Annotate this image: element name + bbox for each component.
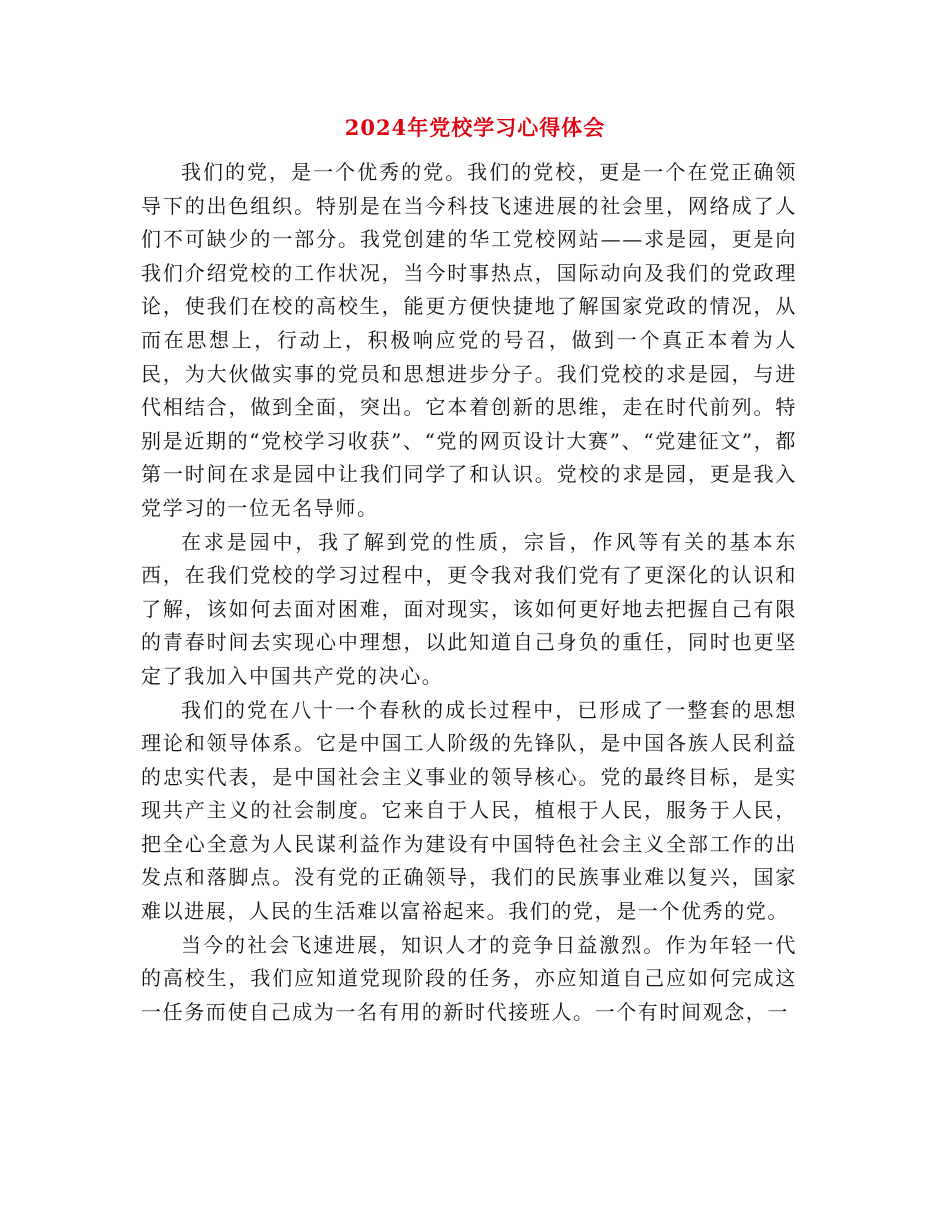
document-body xyxy=(141,156,797,1029)
document-title: 2024年党校学习心得体会 xyxy=(344,115,606,140)
paragraph-4: 当今的社会飞速进展，知识人才的竞争日益激烈。作为年轻一代的高校生，我们应知道党现阶段的任务，亦应知道自己应如何完成这一任务而使自己成为一名有用的新时代接班人。一个有时间观念，一 xyxy=(141,932,797,1024)
paragraph-2: 在求是园中，我了解到党的性质，宗旨，作风等有关的基本东西，在我们党校的学习过程中，更令我对我们党有了更深化的认识和了解，该如何去面对困难，面对现实，该如何更好地去把握自己有限的青春时间去实现心中理想，以此知道自己身负的重任，同时也更坚定了我加入中国共产党的决心。 xyxy=(141,529,797,688)
paragraph-3: 我们的党在八十一个春秋的成长过程中，已形成了一整套的思想理论和领导体系。它是中国工人阶级的先锋队，是中国各族人民利益的忠实代表，是中国社会主义事业的领导核心。党的最终目标，是实现共产主义的社会制度。它来自于人民，植根于人民，服务于人民，把全心全意为人民谋利益作为建设有中国特色社会主义全部工作的出发点和落脚点。没有党的正确领导，我们的民族事业难以复兴，国家难以进展，人民的生活难以富裕起来。我们的党，是一个优秀的党。 xyxy=(141,697,797,924)
paragraph-1: 我们的党，是一个优秀的党。我们的党校，更是一个在党正确领导下的出色组织。特别是在当今科技飞速进展的社会里，网络成了人们不可缺少的一部分。我党创建的华工党校网站——求是园，更是向我们介绍党校的工作状况，当今时事热点，国际动向及我们的党政理论，使我们在校的高校生，能更方便快捷地了解国家党政的情况，从而在思想上，行动上，积极响应党的号召，做到一个真正本着为人民，为大伙做实事的党员和思想进步分子。我们党校的求是园，与进代相结合，做到全面，突出。它本着创新的思维，走在时代前列。特别是近期的“党校学习收获”、“党的网页设计大赛”、“党建征文”，都第一时间在求是园中让我们同学了和认识。党校的求是园，更是我入党学习的一位无名导师。 xyxy=(141,160,797,520)
